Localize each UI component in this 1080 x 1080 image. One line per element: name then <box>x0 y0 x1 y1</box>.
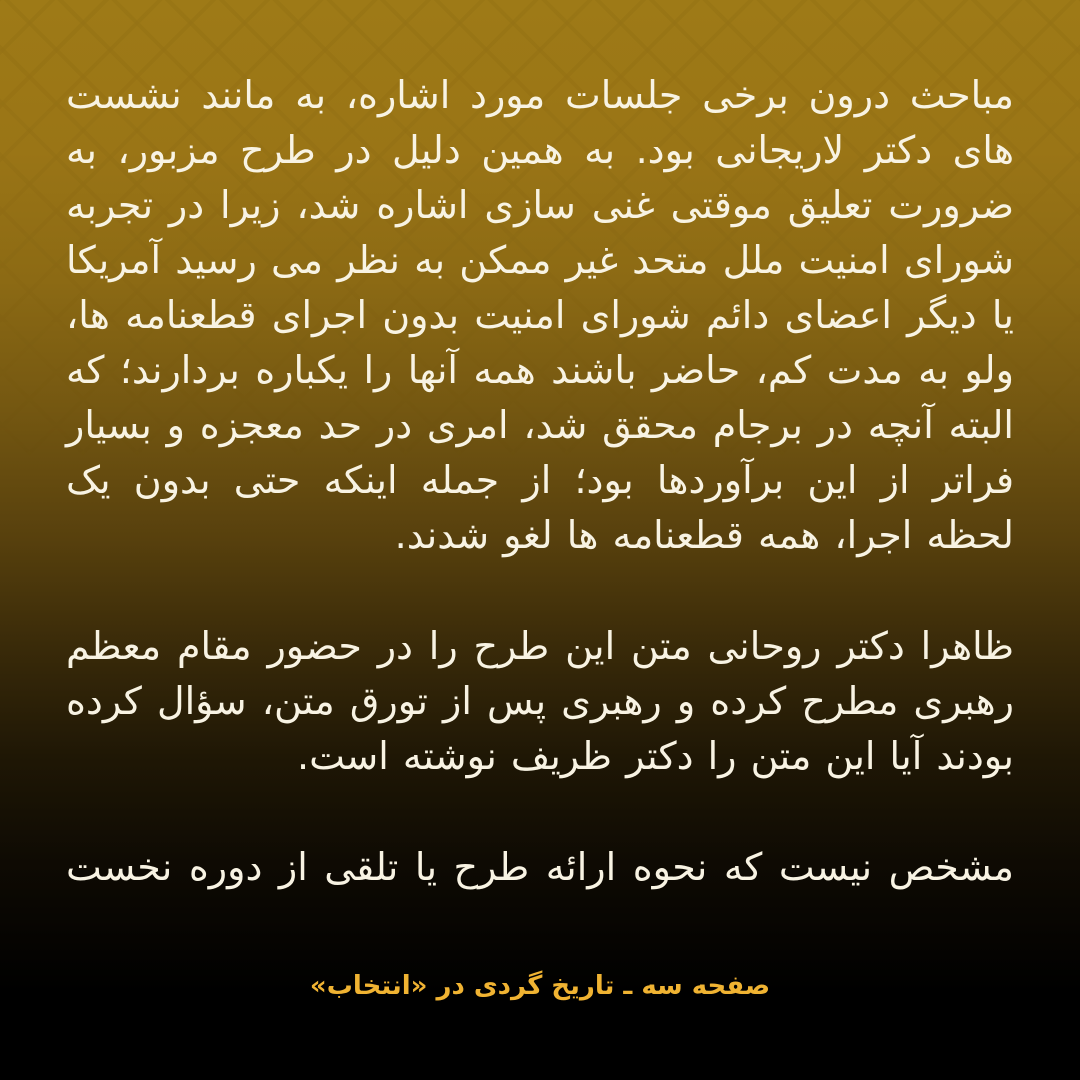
paragraph-1: مباحث درون برخی جلسات مورد اشاره، به مانند نشست های دکتر لاریجانی بود. به همین دلیل در طرح مزبور، به ضرورت تعلیق موقتی غنی سازی اشاره شد، زیرا در تجربه شورای امنیت ملل متحد غیر ممکن به نظر می رسید آمریکا یا دیگر اعضای دائم شورای امنیت بدون اجرای قطعنامه ها، ولو به مدت کم، حاضر باشند همه آنها را یکباره بردارند؛ که البته آنچه در برجام محقق شد، امری در حد معجزه و بسیار فراتر از این برآوردها بود؛ از جمله اینکه حتی بدون یک لحظه اجرا، همه قطعنامه ها لغو شدند. <box>66 73 1014 557</box>
footer-caption: صفحه سه ـ تاریخ گردی در «انتخاب» <box>309 971 771 1001</box>
paragraph-3: مشخص نیست که نحوه ارائه طرح یا تلقی از دوره نخست <box>66 845 1014 889</box>
paragraph-2: ظاهرا دکتر روحانی متن این طرح را در حضور مقام معظم رهبری مطرح کرده و رهبری پس از تورق متن، سؤال کرده بودند آیا این متن را دکتر ظریف نوشته است. <box>66 624 1014 778</box>
